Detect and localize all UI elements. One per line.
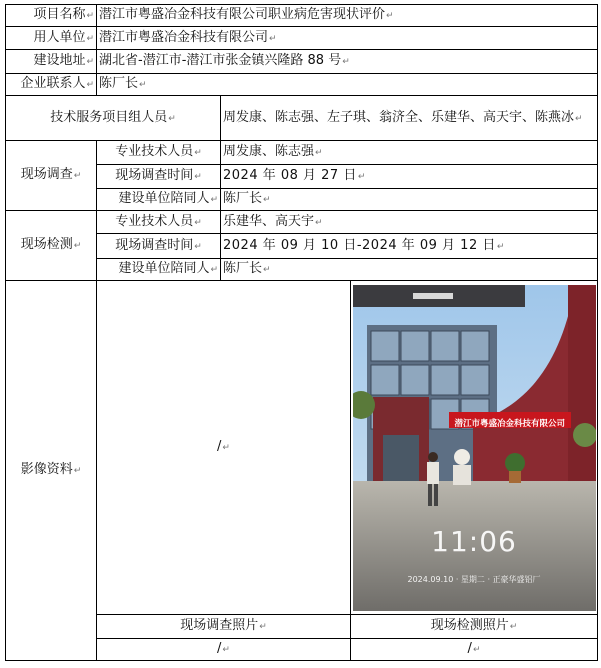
team-value: 周发康、陈志强、左子琪、翁济全、乐建华、高天宇、陈燕冰↵ [221, 96, 598, 141]
row-project-name [6, 5, 598, 27]
evaluation-info-table [5, 4, 598, 661]
detection-time-label: 现场调查时间↵ [97, 234, 221, 259]
row-survey-staff [6, 141, 598, 165]
images-label: 影像资料↵ [6, 281, 97, 661]
employer-value: 潜江市粤盛冶金科技有限公司↵ [97, 27, 598, 50]
address-label: 建设地址↵ [6, 50, 97, 74]
detection-staff-value: 乐建华、高天宇↵ [221, 211, 598, 234]
survey-companion-label: 建设单位陪同人↵ [97, 189, 221, 211]
team-label: 技术服务项目组人员↵ [6, 96, 221, 141]
survey-companion-value: 陈厂长↵ [221, 189, 598, 211]
address-value: 湖北省-潜江市-潜江市张金镇兴隆路 88 号↵ [97, 50, 598, 74]
survey-photo-cell: /↵ [97, 281, 351, 615]
photo-timestamp: 2024.09.10 · 星期二 · 正豪华盛铝厂 [407, 574, 541, 584]
row-employer [6, 27, 598, 50]
detection-time-value: 2024 年 09 月 10 日-2024 年 09 月 12 日↵ [221, 234, 598, 259]
contact-label: 企业联系人↵ [6, 74, 97, 96]
row-detection-staff [6, 211, 598, 234]
survey-photo-bottom: /↵ [97, 639, 351, 661]
photo-clock: 11:06 [431, 524, 517, 558]
detection-companion-label: 建设单位陪同人↵ [97, 259, 221, 281]
row-team [6, 96, 598, 141]
survey-staff-label: 专业技术人员↵ [97, 141, 221, 165]
project-name-label: 项目名称↵ [6, 5, 97, 27]
survey-label: 现场调查↵ [6, 141, 97, 211]
site-photo-image [353, 285, 596, 611]
detection-photo-caption: 现场检测照片↵ [351, 615, 598, 639]
detection-companion-value: 陈厂长↵ [221, 259, 598, 281]
survey-time-value: 2024 年 08 月 27 日↵ [221, 165, 598, 189]
detection-photo-bottom: /↵ [351, 639, 598, 661]
detection-staff-label: 专业技术人员↵ [97, 211, 221, 234]
project-name-value: 潜江市粤盛冶金科技有限公司职业病危害现状评价↵ [97, 5, 598, 27]
site-photo [353, 285, 596, 611]
survey-time-label: 现场调查时间↵ [97, 165, 221, 189]
row-address [6, 50, 598, 74]
survey-staff-value: 周发康、陈志强↵ [221, 141, 598, 165]
row-contact [6, 74, 598, 96]
row-images [6, 281, 598, 615]
photo-banner: 潜江市粤盛冶金科技有限公司 [454, 418, 566, 429]
detection-label: 现场检测↵ [6, 211, 97, 281]
contact-value: 陈厂长↵ [97, 74, 598, 96]
employer-label: 用人单位↵ [6, 27, 97, 50]
detection-photo-cell [351, 281, 598, 615]
survey-photo-caption: 现场调查照片↵ [97, 615, 351, 639]
